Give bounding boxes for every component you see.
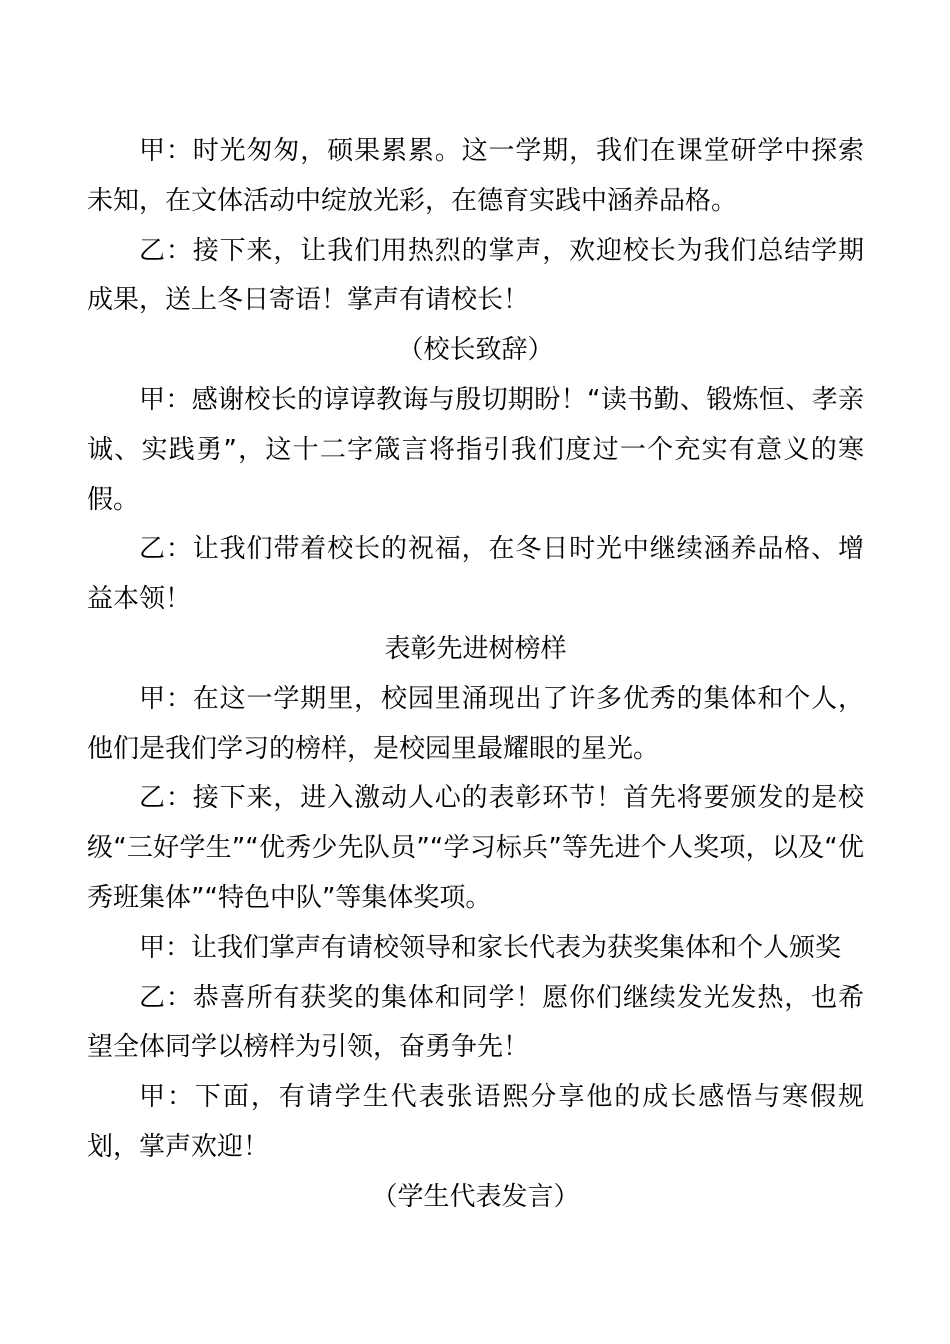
section-heading-awards: 表彰先进树榜样 (384, 633, 567, 664)
paragraph-yi-congratulations: 乙：恭喜所有获奖的集体和同学！愿你们继续发光发热，也希望全体同学以榜样为引领，奋勇争先！ (87, 982, 864, 1063)
paragraph-jia-invite-student: 甲：下面，有请学生代表张语熙分享他的成长感悟与寒假规划，掌声欢迎！ (87, 1082, 864, 1162)
paragraph-jia-role-models: 甲：在这一学期里，校园里涌现出了许多优秀的集体和个人，他们是我们学习的榜样，是校园里最耀眼的星光。 (87, 683, 864, 764)
paragraph-yi-invite-principal: 乙：接下来，让我们用热烈的掌声，欢迎校长为我们总结学期成果，送上冬日寄语！掌声有请校长！ (87, 235, 864, 316)
paragraph-jia-invite-leaders: 甲：让我们掌声有请校领导和家长代表为获奖集体和个人颁奖 (139, 932, 842, 963)
paragraph-yi-blessing: 乙：让我们带着校长的祝福，在冬日时光中继续涵养品格、增益本领！ (87, 534, 864, 615)
paragraph-jia-thanks-principal: 甲：感谢校长的谆谆教诲与殷切期盼！“读书勤、锻炼恒、孝亲诚、实践勇”，这十二字箴言将指引我们度过一个充实有意义的寒假。 (87, 384, 864, 515)
paragraph-yi-awards-intro: 乙：接下来，进入激动人心的表彰环节！首先将要颁发的是校级“三好学生”“优秀少先队员”“学习标兵”等先进个人奖项，以及“优秀班集体”“特色中队”等集体奖项。 (87, 783, 864, 913)
document-page (87, 127, 864, 1223)
paragraph-jia-opening: 甲：时光匆匆，硕果累累。这一学期，我们在课堂研学中探索未知，在文体活动中绽放光彩，在德育实践中涵养品格。 (87, 136, 864, 216)
stage-note-principal-speech: （校长致辞） (397, 335, 554, 366)
stage-note-student-speech: （学生代表发言） (371, 1181, 580, 1212)
